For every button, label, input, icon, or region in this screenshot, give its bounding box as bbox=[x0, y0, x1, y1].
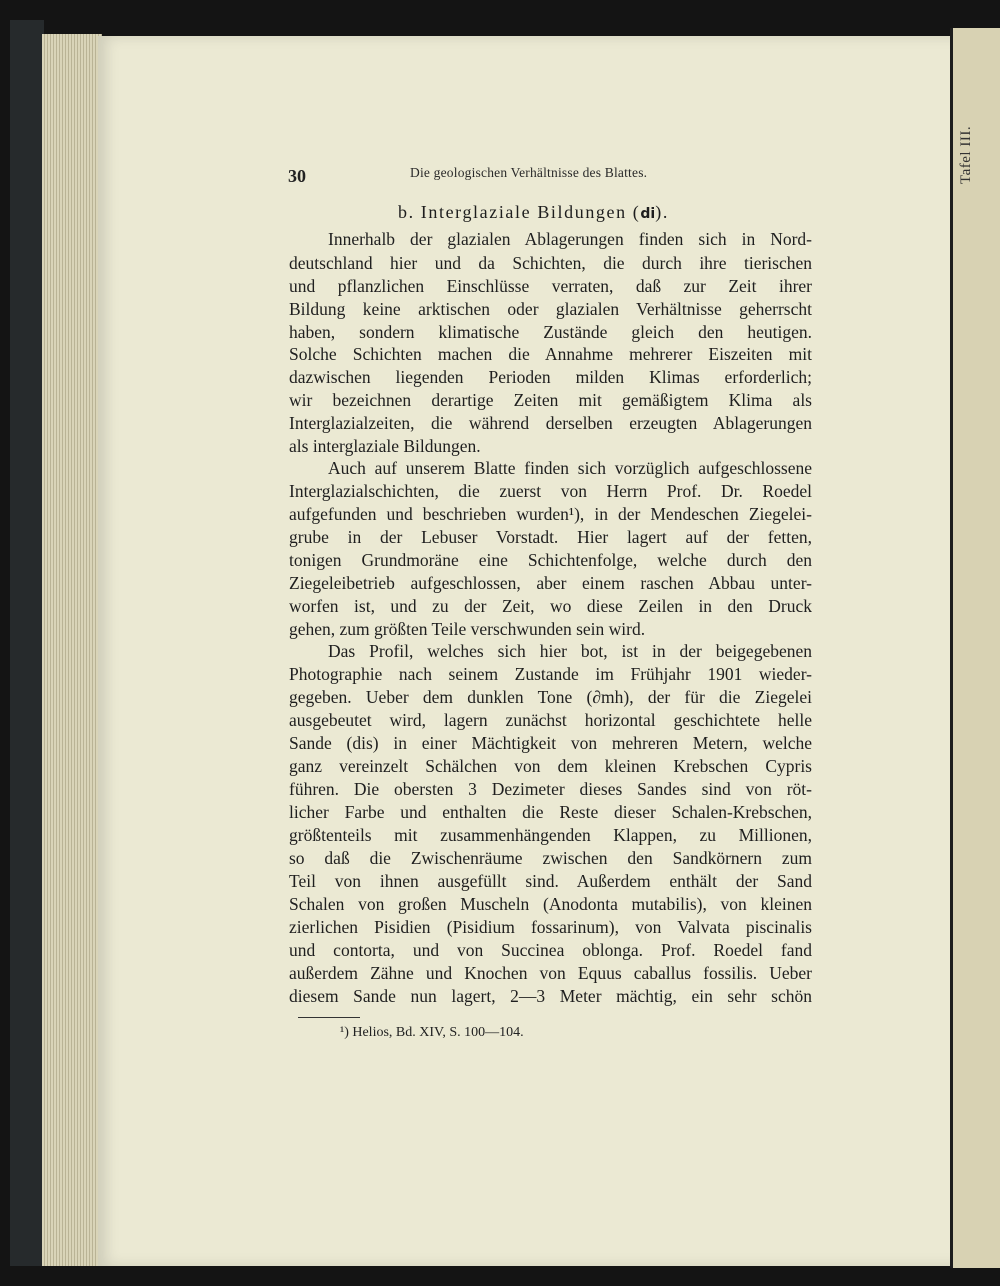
text-line: größtenteils mit zusammenhängenden Klappen, zu Millionen, bbox=[289, 825, 812, 845]
text-line: außerdem Zähne und Knochen von Equus caballus fossilis. Ueber bbox=[289, 963, 812, 983]
book-spine bbox=[10, 20, 44, 1266]
text-line: worfen ist, und zu der Zeit, wo diese Zeilen in den Druck bbox=[289, 596, 812, 616]
text-line: Innerhalb der glazialen Ablagerungen finden sich in Nord- bbox=[328, 229, 812, 249]
text-line: zierlichen Pisidien (Pisidium fossarinum), von Valvata piscinalis bbox=[289, 917, 812, 937]
plate-edge bbox=[950, 28, 1000, 1268]
text-line: ausgebeutet wird, lagern zunächst horizontal geschichtete helle bbox=[289, 710, 812, 730]
text-line: Solche Schichten machen die Annahme mehrerer Eiszeiten mit bbox=[289, 344, 812, 364]
text-line: Teil von ihnen ausgefüllt sind. Außerdem enthält der Sand bbox=[289, 871, 812, 891]
text-line: Photographie nach seinem Zustande im Frühjahr 1901 wieder- bbox=[289, 664, 812, 684]
text-line: als interglaziale Bildungen. bbox=[289, 436, 481, 456]
text-line: tonigen Grundmoräne eine Schichtenfolge, welche durch den bbox=[289, 550, 812, 570]
text-line: so daß die Zwischenräume zwischen den Sandkörnern zum bbox=[289, 848, 812, 868]
text-line: diesem Sande nun lagert, 2—3 Meter mächtig, ein sehr schön bbox=[289, 986, 812, 1006]
text-line: grube in der Lebuser Vorstadt. Hier lagert auf der fetten, bbox=[289, 527, 812, 547]
footnote: ¹) Helios, Bd. XIV, S. 100—104. bbox=[340, 1025, 524, 1040]
section-heading-close: ). bbox=[655, 202, 669, 222]
text-line: Bildung keine arktischen oder glazialen Verhältnisse geherrscht bbox=[289, 299, 812, 319]
text-line: Interglazialzeiten, die während derselben erzeugten Ablagerungen bbox=[289, 413, 812, 433]
text-line: gehen, zum größten Teile verschwunden sein wird. bbox=[289, 619, 646, 639]
text-line: ganz vereinzelt Schälchen von dem kleinen Krebschen Cypris bbox=[289, 756, 812, 776]
text-line: Schalen von großen Muscheln (Anodonta mutabilis), von kleinen bbox=[289, 894, 812, 914]
footnote-rule bbox=[298, 1017, 360, 1018]
plate-label: Tafel III. bbox=[958, 125, 974, 185]
text-line: haben, sondern klimatische Zustände gleich den heutigen. bbox=[289, 322, 812, 342]
running-head: Die geologischen Verhältnisse des Blattes. bbox=[410, 165, 648, 180]
text-line: und pflanzlichen Einschlüsse verraten, daß zur Zeit ihrer bbox=[289, 276, 812, 296]
page-stack-edge bbox=[42, 34, 102, 1266]
section-heading bbox=[398, 202, 669, 223]
text-line: wir bezeichnen derartige Zeiten mit gemäßigtem Klima als bbox=[289, 390, 812, 410]
text-line: licher Farbe und enthalten die Reste dieser Schalen-Krebschen, bbox=[289, 802, 812, 822]
text-line: Auch auf unserem Blatte finden sich vorzüglich aufgeschlossene bbox=[328, 458, 812, 478]
text-line: Das Profil, welches sich hier bot, ist in der beigegebenen bbox=[328, 641, 812, 661]
text-line: führen. Die obersten 3 Dezimeter dieses Sandes sind von röt- bbox=[289, 779, 812, 799]
text-line: Interglazialschichten, die zuerst von Herrn Prof. Dr. Roedel bbox=[289, 481, 812, 501]
text-line: Ziegeleibetrieb aufgeschlossen, aber einem raschen Abbau unter- bbox=[289, 573, 812, 593]
section-heading-code: di bbox=[640, 206, 656, 222]
text-line: aufgefunden und beschrieben wurden¹), in der Mendeschen Ziegelei- bbox=[289, 504, 812, 524]
text-line: gegeben. Ueber dem dunklen Tone (∂mh), der für die Ziegelei bbox=[289, 687, 812, 707]
text-line: dazwischen liegenden Perioden milden Klimas erforderlich; bbox=[289, 367, 812, 387]
text-line: Sande (dis) in einer Mächtigkeit von mehreren Metern, welche bbox=[289, 733, 812, 753]
page-number: 30 bbox=[288, 166, 306, 186]
text-line: deutschland hier und da Schichten, die durch ihre tierischen bbox=[289, 253, 812, 273]
section-heading-text: b. Interglaziale Bildungen ( bbox=[398, 202, 641, 222]
text-line: und contorta, und von Succinea oblonga. Prof. Roedel fand bbox=[289, 940, 812, 960]
